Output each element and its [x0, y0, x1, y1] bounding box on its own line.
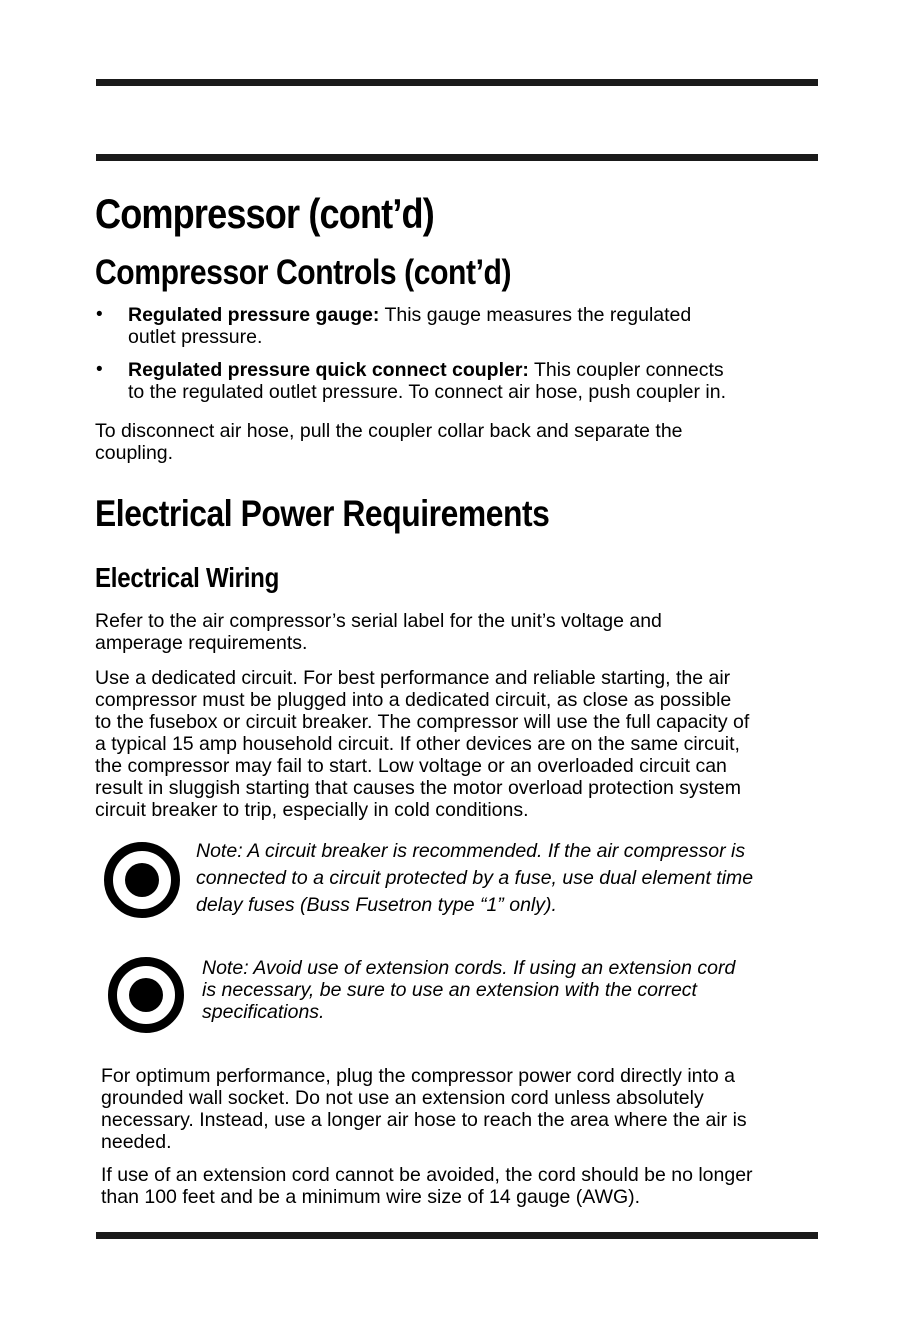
- paragraph-line: needed.: [101, 1131, 172, 1153]
- bullet-marker: •: [96, 304, 103, 325]
- bullet-marker: •: [96, 359, 103, 380]
- bullet-text-continued: to the regulated outlet pressure. To connect air hose, push coupler in.: [128, 381, 727, 403]
- dedicated-circuit-paragraph: [95, 667, 749, 821]
- bullet-line: [128, 359, 724, 381]
- note-line: is necessary, be sure to use an extension with the correct: [202, 979, 697, 1001]
- note-line: delay fuses (Buss Fusetron type “1” only).: [196, 894, 557, 916]
- paragraph-line: result in sluggish starting that causes the motor overload protection system: [95, 777, 741, 799]
- note-bullseye-center: [125, 863, 159, 897]
- paragraph-line: For optimum performance, plug the compressor power cord directly into a: [101, 1065, 736, 1087]
- paragraph-line: the compressor may fail to start. Low voltage or an overloaded circuit can: [95, 755, 727, 777]
- paragraph-line: coupling.: [95, 442, 174, 464]
- paragraph-line: Refer to the air compressor’s serial label for the unit’s voltage and: [95, 610, 662, 632]
- note-bullseye-icon: [108, 957, 184, 1033]
- bullet-text: This gauge measures the regulated: [379, 304, 692, 326]
- bottom-rule: [96, 1232, 818, 1239]
- bullet-line: [128, 304, 691, 326]
- bullet-text: This coupler connects: [528, 359, 724, 381]
- bullet-text-continued: outlet pressure.: [128, 326, 263, 348]
- note-bullseye-icon: [104, 842, 180, 918]
- page-title: Compressor (cont’d): [95, 190, 434, 237]
- section-title: Electrical Power Requirements: [95, 493, 550, 534]
- extension-limits-paragraph: [101, 1164, 753, 1208]
- paragraph-line: than 100 feet and be a minimum wire size of 14 gauge (AWG).: [101, 1186, 641, 1208]
- note-extension-cords: [202, 957, 735, 1023]
- note-circuit-breaker: [196, 838, 753, 919]
- serial-label-paragraph: [95, 610, 662, 654]
- note-line: connected to a circuit protected by a fuse, use dual element time: [196, 867, 754, 889]
- bullet-term: Regulated pressure gauge:: [128, 304, 380, 326]
- paragraph-line: grounded wall socket. Do not use an extension cord unless absolutely: [101, 1087, 704, 1109]
- paragraph-line: Use a dedicated circuit. For best performance and reliable starting, the air: [95, 667, 731, 689]
- section-subtitle: Electrical Wiring: [95, 562, 280, 593]
- bullet-term: Regulated pressure quick connect coupler:: [128, 359, 529, 381]
- note-line: Note: A circuit breaker is recommended. If the air compressor is: [196, 840, 746, 862]
- note-bullseye-center: [129, 978, 163, 1012]
- note-line: Note: Avoid use of extension cords. If using an extension cord: [202, 957, 736, 979]
- note-line: specifications.: [202, 1001, 325, 1023]
- paragraph-line: If use of an extension cord cannot be avoided, the cord should be no longer: [101, 1164, 753, 1186]
- paragraph-line: necessary. Instead, use a longer air hose to reach the area where the air is: [101, 1109, 747, 1131]
- paragraph-line: amperage requirements.: [95, 632, 308, 654]
- disconnect-paragraph: [95, 420, 683, 464]
- section-subheading: Compressor Controls (cont’d): [95, 253, 512, 292]
- paragraph-line: to the fusebox or circuit breaker. The compressor will use the full capacity of: [95, 711, 750, 733]
- paragraph-line: compressor must be plugged into a dedicated circuit, as close as possible: [95, 689, 732, 711]
- paragraph-line: a typical 15 amp household circuit. If other devices are on the same circuit,: [95, 733, 740, 755]
- top-rule: [96, 79, 818, 86]
- paragraph-line: To disconnect air hose, pull the coupler collar back and separate the: [95, 420, 683, 442]
- header-rule: [96, 154, 818, 161]
- paragraph-line: circuit breaker to trip, especially in cold conditions.: [95, 799, 529, 821]
- optimum-performance-paragraph: [101, 1065, 747, 1153]
